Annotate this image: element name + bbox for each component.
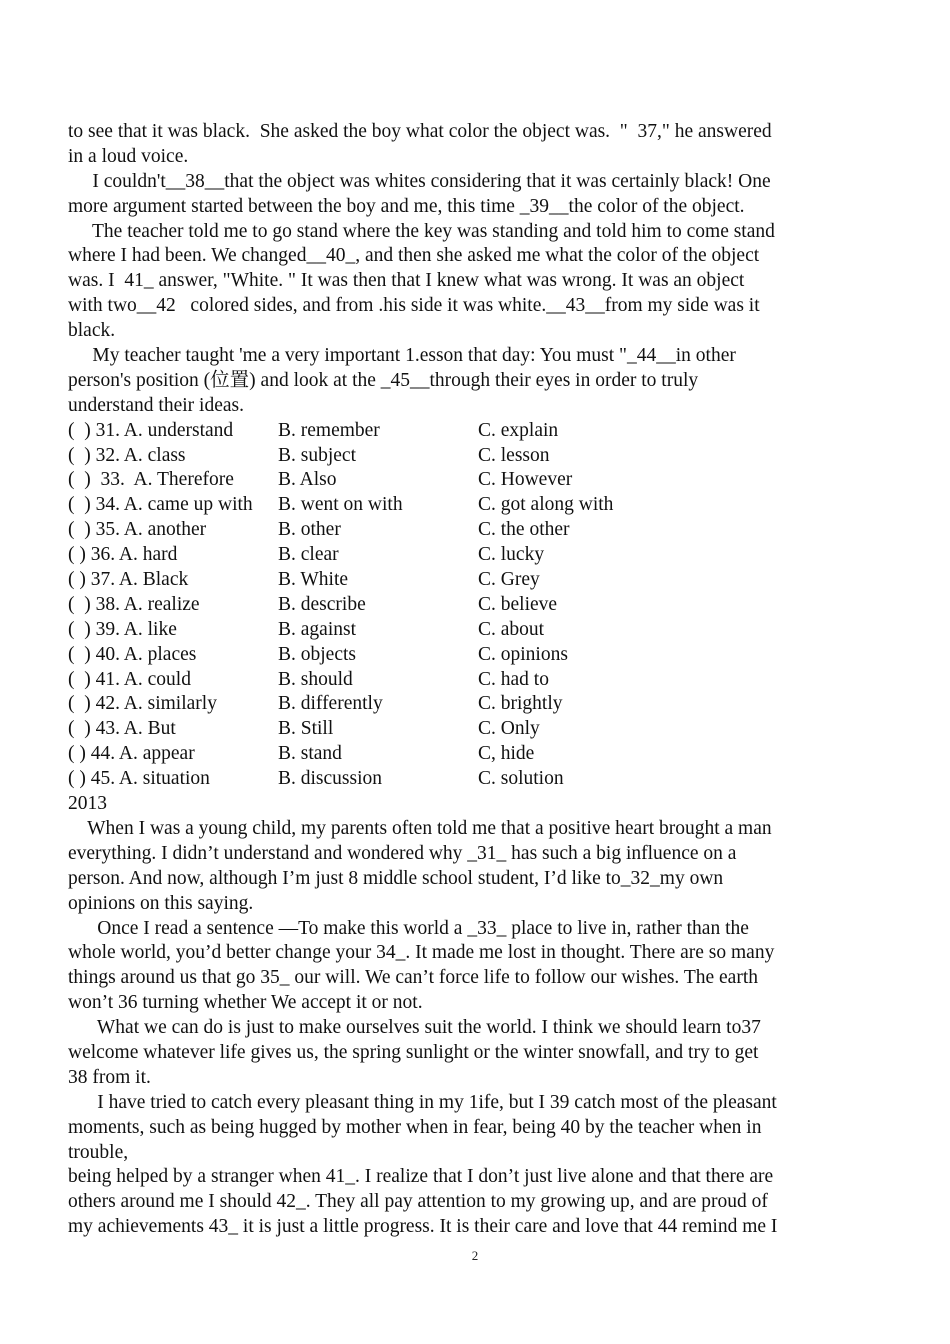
passage-line: in a loud voice. bbox=[68, 145, 189, 167]
passage-line: welcome whatever life gives us, the spring sunlight or the winter snowfall, and try to get bbox=[68, 1041, 759, 1063]
question-row bbox=[68, 767, 888, 792]
question-option-b: B. describe bbox=[278, 593, 366, 615]
question-option-b: B. objects bbox=[278, 643, 356, 665]
question-option-b: B. should bbox=[278, 668, 353, 690]
passage-line: whole world, you’d better change your 34_. It made me lost in thought. There are so many bbox=[68, 942, 775, 964]
question-row bbox=[68, 618, 888, 643]
question-option-a: ( ) 38. A. realize bbox=[68, 593, 200, 615]
question-option-c: C. the other bbox=[478, 519, 570, 541]
question-option-c: C. about bbox=[478, 618, 545, 640]
passage-line: I couldn't__38__that the object was whites considering that it was certainly black! One bbox=[68, 170, 771, 192]
page-number: 2 bbox=[471, 1248, 479, 1263]
question-row bbox=[68, 444, 888, 469]
passage-line: opinions on this saying. bbox=[68, 892, 254, 914]
question-row bbox=[68, 692, 888, 717]
passage-line: person's position (位置) and look at the _45__through their eyes in order to truly bbox=[68, 369, 699, 391]
question-option-c: C. had to bbox=[478, 668, 549, 690]
passage-line: to see that it was black. She asked the boy what color the object was. " 37," he answered bbox=[68, 121, 772, 142]
question-row bbox=[68, 717, 888, 742]
passage-line: black. bbox=[68, 320, 116, 342]
question-option-a: ( ) 43. A. But bbox=[68, 718, 176, 740]
passage-line: things around us that go 35_ our will. We can’t force life to follow our wishes. The earth bbox=[68, 967, 758, 989]
question-option-c: C, hide bbox=[478, 743, 535, 765]
year-label: 2013 bbox=[68, 793, 107, 815]
question-option-b: B. against bbox=[278, 618, 356, 640]
question-option-b: B. went on with bbox=[278, 494, 403, 516]
question-option-a: ( ) 39. A. like bbox=[68, 618, 177, 640]
passage-line: What we can do is just to make ourselves suit the world. I think we should learn to37 bbox=[68, 1017, 761, 1039]
passage-line: won’t 36 turning whether We accept it or not. bbox=[68, 992, 423, 1014]
question-option-b: B. other bbox=[278, 519, 341, 541]
question-row bbox=[68, 568, 888, 593]
passage-line: my achievements 43_ it is just a little progress. It is their care and love that 44 remind me I bbox=[68, 1216, 778, 1238]
passage-1 bbox=[68, 120, 888, 419]
passage-line: where I had been. We changed__40_, and then she asked me what the color of the object bbox=[68, 245, 760, 267]
passage-line: person. And now, although I’m just 8 middle school student, I’d like to_32_my own bbox=[68, 867, 724, 889]
question-row bbox=[68, 543, 888, 568]
document-page bbox=[68, 120, 888, 1240]
passage-line: with two__42 colored sides, and from .his side it was white.__43__from my side was it bbox=[68, 295, 760, 317]
passage-line: was. I 41_ answer, "White. " It was then that I knew what was wrong. It was an object bbox=[68, 270, 745, 292]
passage-line: understand their ideas. bbox=[68, 394, 244, 416]
question-list-1 bbox=[68, 419, 888, 792]
question-option-b: B. Also bbox=[278, 469, 337, 491]
question-option-b: B. discussion bbox=[278, 768, 383, 790]
passage-line: moments, such as being hugged by mother when in fear, being 40 by the teacher when in bbox=[68, 1116, 762, 1138]
passage-line: Once I read a sentence —To make this world a _33_ place to live in, rather than the bbox=[68, 917, 749, 939]
question-option-a: ( ) 35. A. another bbox=[68, 519, 207, 541]
question-option-b: B. clear bbox=[278, 544, 339, 566]
question-option-a: ( ) 42. A. similarly bbox=[68, 693, 217, 715]
question-option-c: C. Only bbox=[478, 718, 540, 740]
question-option-c: C. brightly bbox=[478, 693, 563, 715]
question-row bbox=[68, 468, 888, 493]
question-option-b: B. remember bbox=[278, 419, 380, 441]
question-row bbox=[68, 668, 888, 693]
question-option-c: C. lucky bbox=[478, 544, 545, 566]
question-row bbox=[68, 643, 888, 668]
question-option-a: ( ) 31. A. understand bbox=[68, 419, 234, 441]
question-option-c: C. opinions bbox=[478, 643, 568, 665]
question-option-a: ( ) 32. A. class bbox=[68, 444, 186, 466]
passage-line: My teacher taught 'me a very important 1.esson that day: You must "_44__in other bbox=[68, 345, 736, 367]
passage-line: others around me I should 42_. They all pay attention to my growing up, and are proud of bbox=[68, 1191, 768, 1213]
passage-line: more argument started between the boy and me, this time _39__the color of the object. bbox=[68, 195, 745, 217]
question-option-c: C. solution bbox=[478, 768, 564, 790]
passage-line: trouble, bbox=[68, 1141, 129, 1163]
passage-line: When I was a young child, my parents often told me that a positive heart brought a man bbox=[68, 817, 772, 839]
question-option-b: B. Still bbox=[278, 718, 334, 740]
passage-line: being helped by a stranger when 41_. I realize that I don’t just live alone and that there are bbox=[68, 1166, 774, 1188]
question-option-a: ( ) 33. A. Therefore bbox=[68, 469, 234, 491]
question-option-a: ( ) 45. A. situation bbox=[68, 768, 210, 790]
question-row bbox=[68, 419, 888, 444]
passage-line: everything. I didn’t understand and wondered why _31_ has such a big influence on a bbox=[68, 842, 737, 864]
question-row bbox=[68, 593, 888, 618]
question-option-a: ( ) 41. A. could bbox=[68, 668, 191, 690]
passage-line: The teacher told me to go stand where the key was standing and told him to come stand bbox=[68, 220, 775, 242]
question-option-a: ( ) 40. A. places bbox=[68, 643, 197, 665]
passage-line: I have tried to catch every pleasant thing in my 1ife, but I 39 catch most of the pleasant bbox=[68, 1091, 777, 1113]
question-option-c: C. got along with bbox=[478, 494, 614, 516]
question-option-a: ( ) 37. A. Black bbox=[68, 569, 189, 591]
question-row bbox=[68, 742, 888, 767]
question-option-c: C. Grey bbox=[478, 569, 540, 591]
question-option-a: ( ) 34. A. came up with bbox=[68, 494, 253, 516]
question-row bbox=[68, 518, 888, 543]
passage-line: 38 from it. bbox=[68, 1066, 151, 1088]
question-option-b: B. differently bbox=[278, 693, 383, 715]
question-option-b: B. subject bbox=[278, 444, 356, 466]
passage-2 bbox=[68, 817, 888, 1240]
question-option-a: ( ) 36. A. hard bbox=[68, 544, 178, 566]
question-option-a: ( ) 44. A. appear bbox=[68, 743, 195, 765]
question-option-c: C. explain bbox=[478, 419, 559, 441]
question-option-c: C. believe bbox=[478, 593, 558, 615]
question-row bbox=[68, 493, 888, 518]
question-option-c: C. However bbox=[478, 469, 573, 491]
question-option-c: C. lesson bbox=[478, 444, 550, 466]
question-option-b: B. stand bbox=[278, 743, 342, 765]
question-option-b: B. White bbox=[278, 569, 349, 591]
